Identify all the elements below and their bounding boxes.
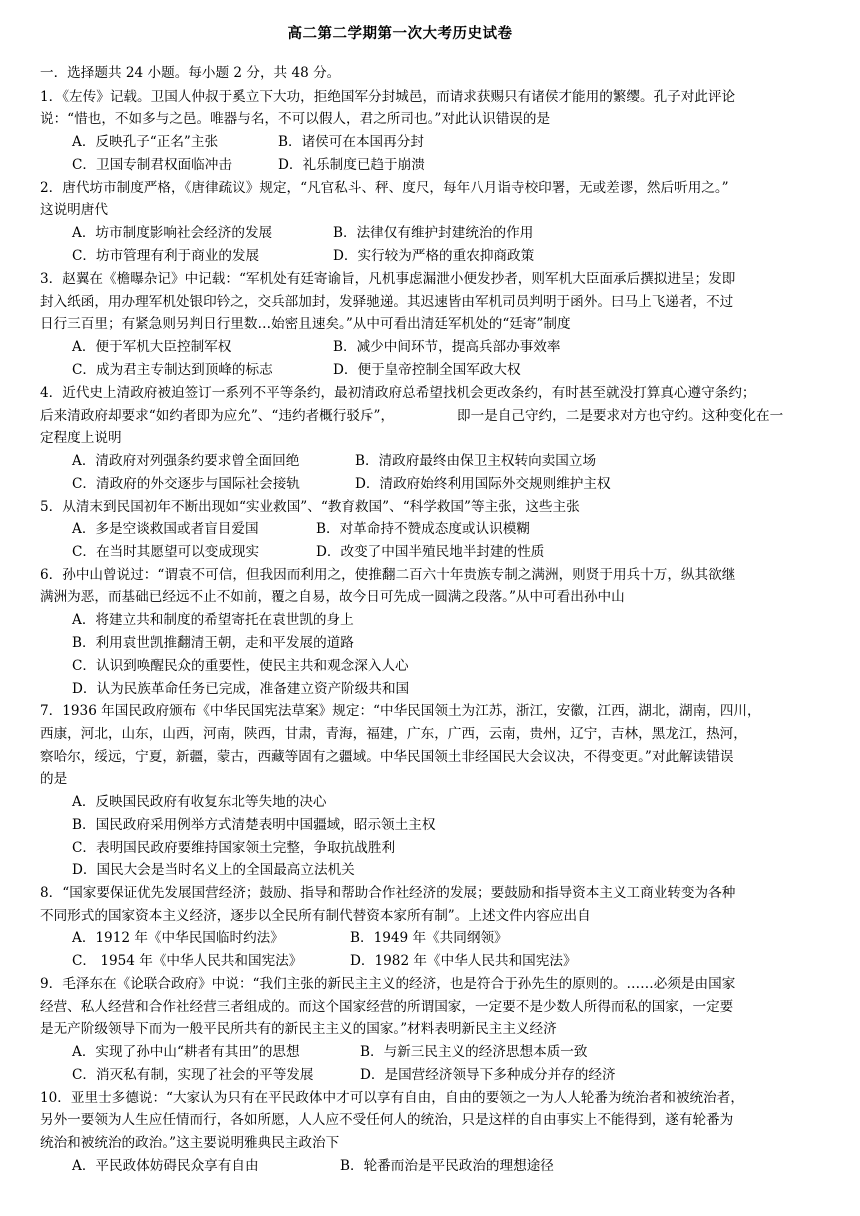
q8-stem-line-2: 不同形式的国家资本主义经济，逐步以全民所有制代替资本家所有制”。上述文件内容应出自 [40,908,591,924]
q7-stem-line-2: 西康，河北，山东，山西，河南，陕西，甘肃，青海，福建，广东，广西，云南，贵州，辽宁，吉林，黑龙江，热河， [40,726,747,742]
q3-option-c: C．成为君主专制达到顶峰的标志 [72,362,273,378]
q1-option-c: C．卫国专制君权面临冲击 [72,157,232,173]
q10-stem-line-3: 统治和被统治的政治。”这主要说明雅典民主政治下 [40,1135,340,1151]
q2-stem-line-2: 这说明唐代 [40,202,108,218]
q7-option-b: B．国民政府采用例举方式清楚表明中国疆域，昭示领土主权 [72,817,436,833]
q8-option-b: B．1949 年《共同纲领》 [350,930,508,946]
q5-stem-line-1: 5．从清末到民国初年不断出现如“实业救国”、“教育救国”、“科学救国”等主张，这些主张 [40,499,580,515]
q1-option-d: D．礼乐制度已趋于崩溃 [278,157,425,173]
q10-stem-line-2: 另外一要领为人生应任情而行，各如所愿，人人应不受任何人的统治，只是这样的自由事实上不能得到，遂有轮番为 [40,1112,734,1128]
q4-stem-line-2b: 即一是自己守约，二是要求对方也守约。这种变化在一 [457,408,784,424]
q7-stem-line-4: 的是 [40,771,68,787]
q4-option-d: D．清政府始终利用国际外交规则维护主权 [355,476,611,492]
q4-stem-line-1: 4．近代史上清政府被迫签订一系列不平等条约，最初清政府总希望找机会更改条约，有时甚至就没打算真心遵守条约； [40,385,756,401]
q6-option-b: B．利用袁世凯推翻清王朝，走和平发展的道路 [72,635,354,651]
q4-option-a: A．清政府对列强条约要求曾全面回绝 [72,453,300,469]
exam-title: 高二第二学期第一次大考历史试卷 [287,25,513,42]
q2-option-a: A．坊市制度影响社会经济的发展 [72,225,273,241]
q8-stem-line-1: 8．“国家要保证优先发展国营经济；鼓励、指导和帮助合作社经济的发展；要鼓励和指导资本主义工商业转变为各种 [40,885,736,901]
q6-option-d: D．认为民族革命任务已完成，准备建立资产阶级共和国 [72,681,410,697]
q5-option-d: D．改变了中国半殖民地半封建的性质 [316,544,545,560]
q4-stem-line-2a: 后来清政府却要求“如约者即为应允”、“违约者概行驳斥”， [40,408,395,424]
q5-option-a: A．多是空谈救国或者盲目爱国 [72,521,259,537]
q9-stem-line-3: 是无产阶级领导下而为一般平民所共有的新民主主义的国家。”材料表明新民主主义经济 [40,1021,557,1037]
q4-stem-line-3: 定程度上说明 [40,430,122,446]
q8-option-c: C． 1954 年《中华人民共和国宪法》 [72,953,303,969]
q9-stem-line-2: 经营、私人经营和合作社经营三者组成的。而这个国家经营的所谓国家，一定要不是少数人所得而私的国家，一定要 [40,999,734,1015]
q1-option-a: A．反映孔子“正名”主张 [72,134,219,150]
q9-option-c: C．消灭私有制，实现了社会的平等发展 [72,1067,314,1083]
q9-option-b: B．与新三民主义的经济思想本质一致 [360,1044,588,1060]
q3-stem-line-3: 日行三百里；有紧急则另判日行里数…始密且速矣。”从中可看出清廷军机处的“廷寄”制度 [40,316,571,332]
q10-option-b: B．轮番而治是平民政治的理想途径 [340,1158,554,1174]
q3-option-b: B．减少中间环节，提高兵部办事效率 [333,339,561,355]
section-heading: 一．选择题共 24 小题。每小题 2 分，共 48 分。 [40,65,341,81]
q1-option-b: B．诸侯可在本国再分封 [278,134,424,150]
q5-option-b: B．对革命持不赞成态度或认识模糊 [316,521,530,537]
q4-option-c: C．清政府的外交逐步与国际社会接轨 [72,476,300,492]
q2-option-d: D．实行较为严格的重农抑商政策 [333,248,535,264]
q1-stem-line-2: 说：“惜也，不如多与之邑。唯器与名，不可以假人，君之所司也。”对此认识错误的是 [40,111,551,127]
q3-option-d: D．便于皇帝控制全国军政大权 [333,362,521,378]
q6-stem-line-1: 6．孙中山曾说过：“谓袁不可信，但我因而利用之，使推翻二百六十年贵族专制之满洲，则贤于用兵十万，纵其欲继 [40,567,736,583]
q2-stem-line-1: 2．唐代坊市制度严格，《唐律疏议》规定，“凡官私斗、秤、度尺，每年八月诣寺校印署，无或差谬，然后听用之。” [40,180,729,196]
q7-option-c: C．表明国民政府要维持国家领土完整，争取抗战胜利 [72,840,396,856]
q2-option-b: B．法律仅有维护封建统治的作用 [333,225,534,241]
q3-option-a: A．便于军机大臣控制军权 [72,339,232,355]
q9-stem-line-1: 9．毛泽东在《论联合政府》中说：“我们主张的新民主主义的经济，也是符合于孙先生的原则的。……必须是由国家 [40,976,736,992]
q6-option-c: C．认识到唤醒民众的重要性，使民主共和观念深入人心 [72,658,409,674]
q5-option-c: C．在当时其愿望可以变成现实 [72,544,260,560]
q8-option-d: D．1982 年《中华人民共和国宪法》 [350,953,577,969]
q10-option-a: A．平民政体妨碍民众享有自由 [72,1158,259,1174]
q7-option-d: D．国民大会是当时名义上的全国最高立法机关 [72,862,355,878]
q1-stem-line-1: 1．《左传》记载。卫国人仲叔于奚立下大功，拒绝国军分封城邑，而请求获赐只有诸侯才能用的繁缨。孔子对此评论 [40,89,736,105]
q7-option-a: A．反映国民政府有收复东北等失地的决心 [72,794,327,810]
q8-option-a: A．1912 年《中华民国临时约法》 [72,930,284,946]
q9-option-d: D．是国营经济领导下多种成分并存的经济 [360,1067,616,1083]
q6-stem-line-2: 满洲为恶，而基础已经远不止不如前，覆之自易，故今日可先成一圆满之段落。”从中可看出孙中山 [40,589,625,605]
q4-option-b: B．清政府最终由保卫主权转向卖国立场 [355,453,597,469]
q3-stem-line-2: 封入纸函，用办理军机处银印钤之，交兵部加封，发驿驰递。其迟速皆由军机司员判明于函外。曰马上飞递者，不过 [40,294,734,310]
q7-stem-line-1: 7．1936 年国民政府颁布《中华民国宪法草案》规定：“中华民国领土为江苏，浙江，安徽，江西，湖北，湖南，四川， [40,703,761,719]
q9-option-a: A．实现了孙中山“耕者有其田”的思想 [72,1044,300,1060]
q7-stem-line-3: 察哈尔，绥远，宁夏，新疆，蒙古，西藏等固有之疆域。中华民国领土非经国民大会议决，不得变更。”对此解读错误 [40,749,734,765]
q2-option-c: C．坊市管理有利于商业的发展 [72,248,260,264]
q6-option-a: A．将建立共和制度的希望寄托在袁世凯的身上 [72,612,354,628]
q3-stem-line-1: 3．赵翼在《檐曝杂记》中记载：“军机处有廷寄谕旨，凡机事虑漏泄小便发抄者，则军机大臣面承后撰拟进呈；发即 [40,271,736,287]
q10-stem-line-1: 10．亚里士多德说：“大家认为只有在平民政体中才可以享有自由，自由的要领之一为人人轮番为统治者和被统治者， [40,1090,744,1106]
